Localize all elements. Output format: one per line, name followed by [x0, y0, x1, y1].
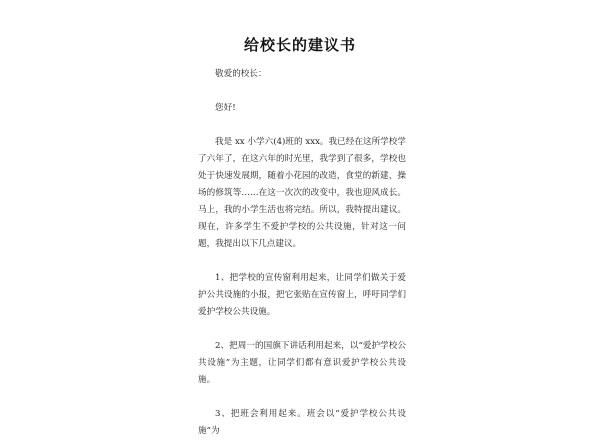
salutation: 敬爱的校长： [215, 69, 267, 79]
paragraph-suggestion-3: 3、把班会利用起来。班会以“爱护学校公共设施”为 [198, 409, 406, 436]
document-title: 给校长的建议书 [243, 36, 356, 54]
greeting: 您好! [215, 103, 236, 113]
document-body [198, 66, 406, 440]
paragraph-intro: 我是 xx 小学六(4)班的 xxx。我已经在这所学校学了六年了，在这六年的时光里，我学到了很多，学校也处于快速发展期，随着小花园的改造，食堂的新建，操场的修筑等……在这一次次的改变中，我也迎风成长。马上，我的小学生活也将完结。所以，我特提出建议。现在，许多学生不爱护学校的公共设施，针对这一问题，我提出以下几点建议。 [198, 137, 406, 249]
paragraph-suggestion-2: 2、把周一的国旗下讲话利用起来，以“爱护学校公共设施”为主题，让同学们都有意识爱护学校公共设施。 [198, 341, 406, 385]
paragraph-suggestion-1: 1、把学校的宣传窗利用起来，让同学们做关于爱护公共设施的小报，把它张贴在宣传窗上，呼吁同学们爱护学校公共设施。 [198, 273, 406, 317]
